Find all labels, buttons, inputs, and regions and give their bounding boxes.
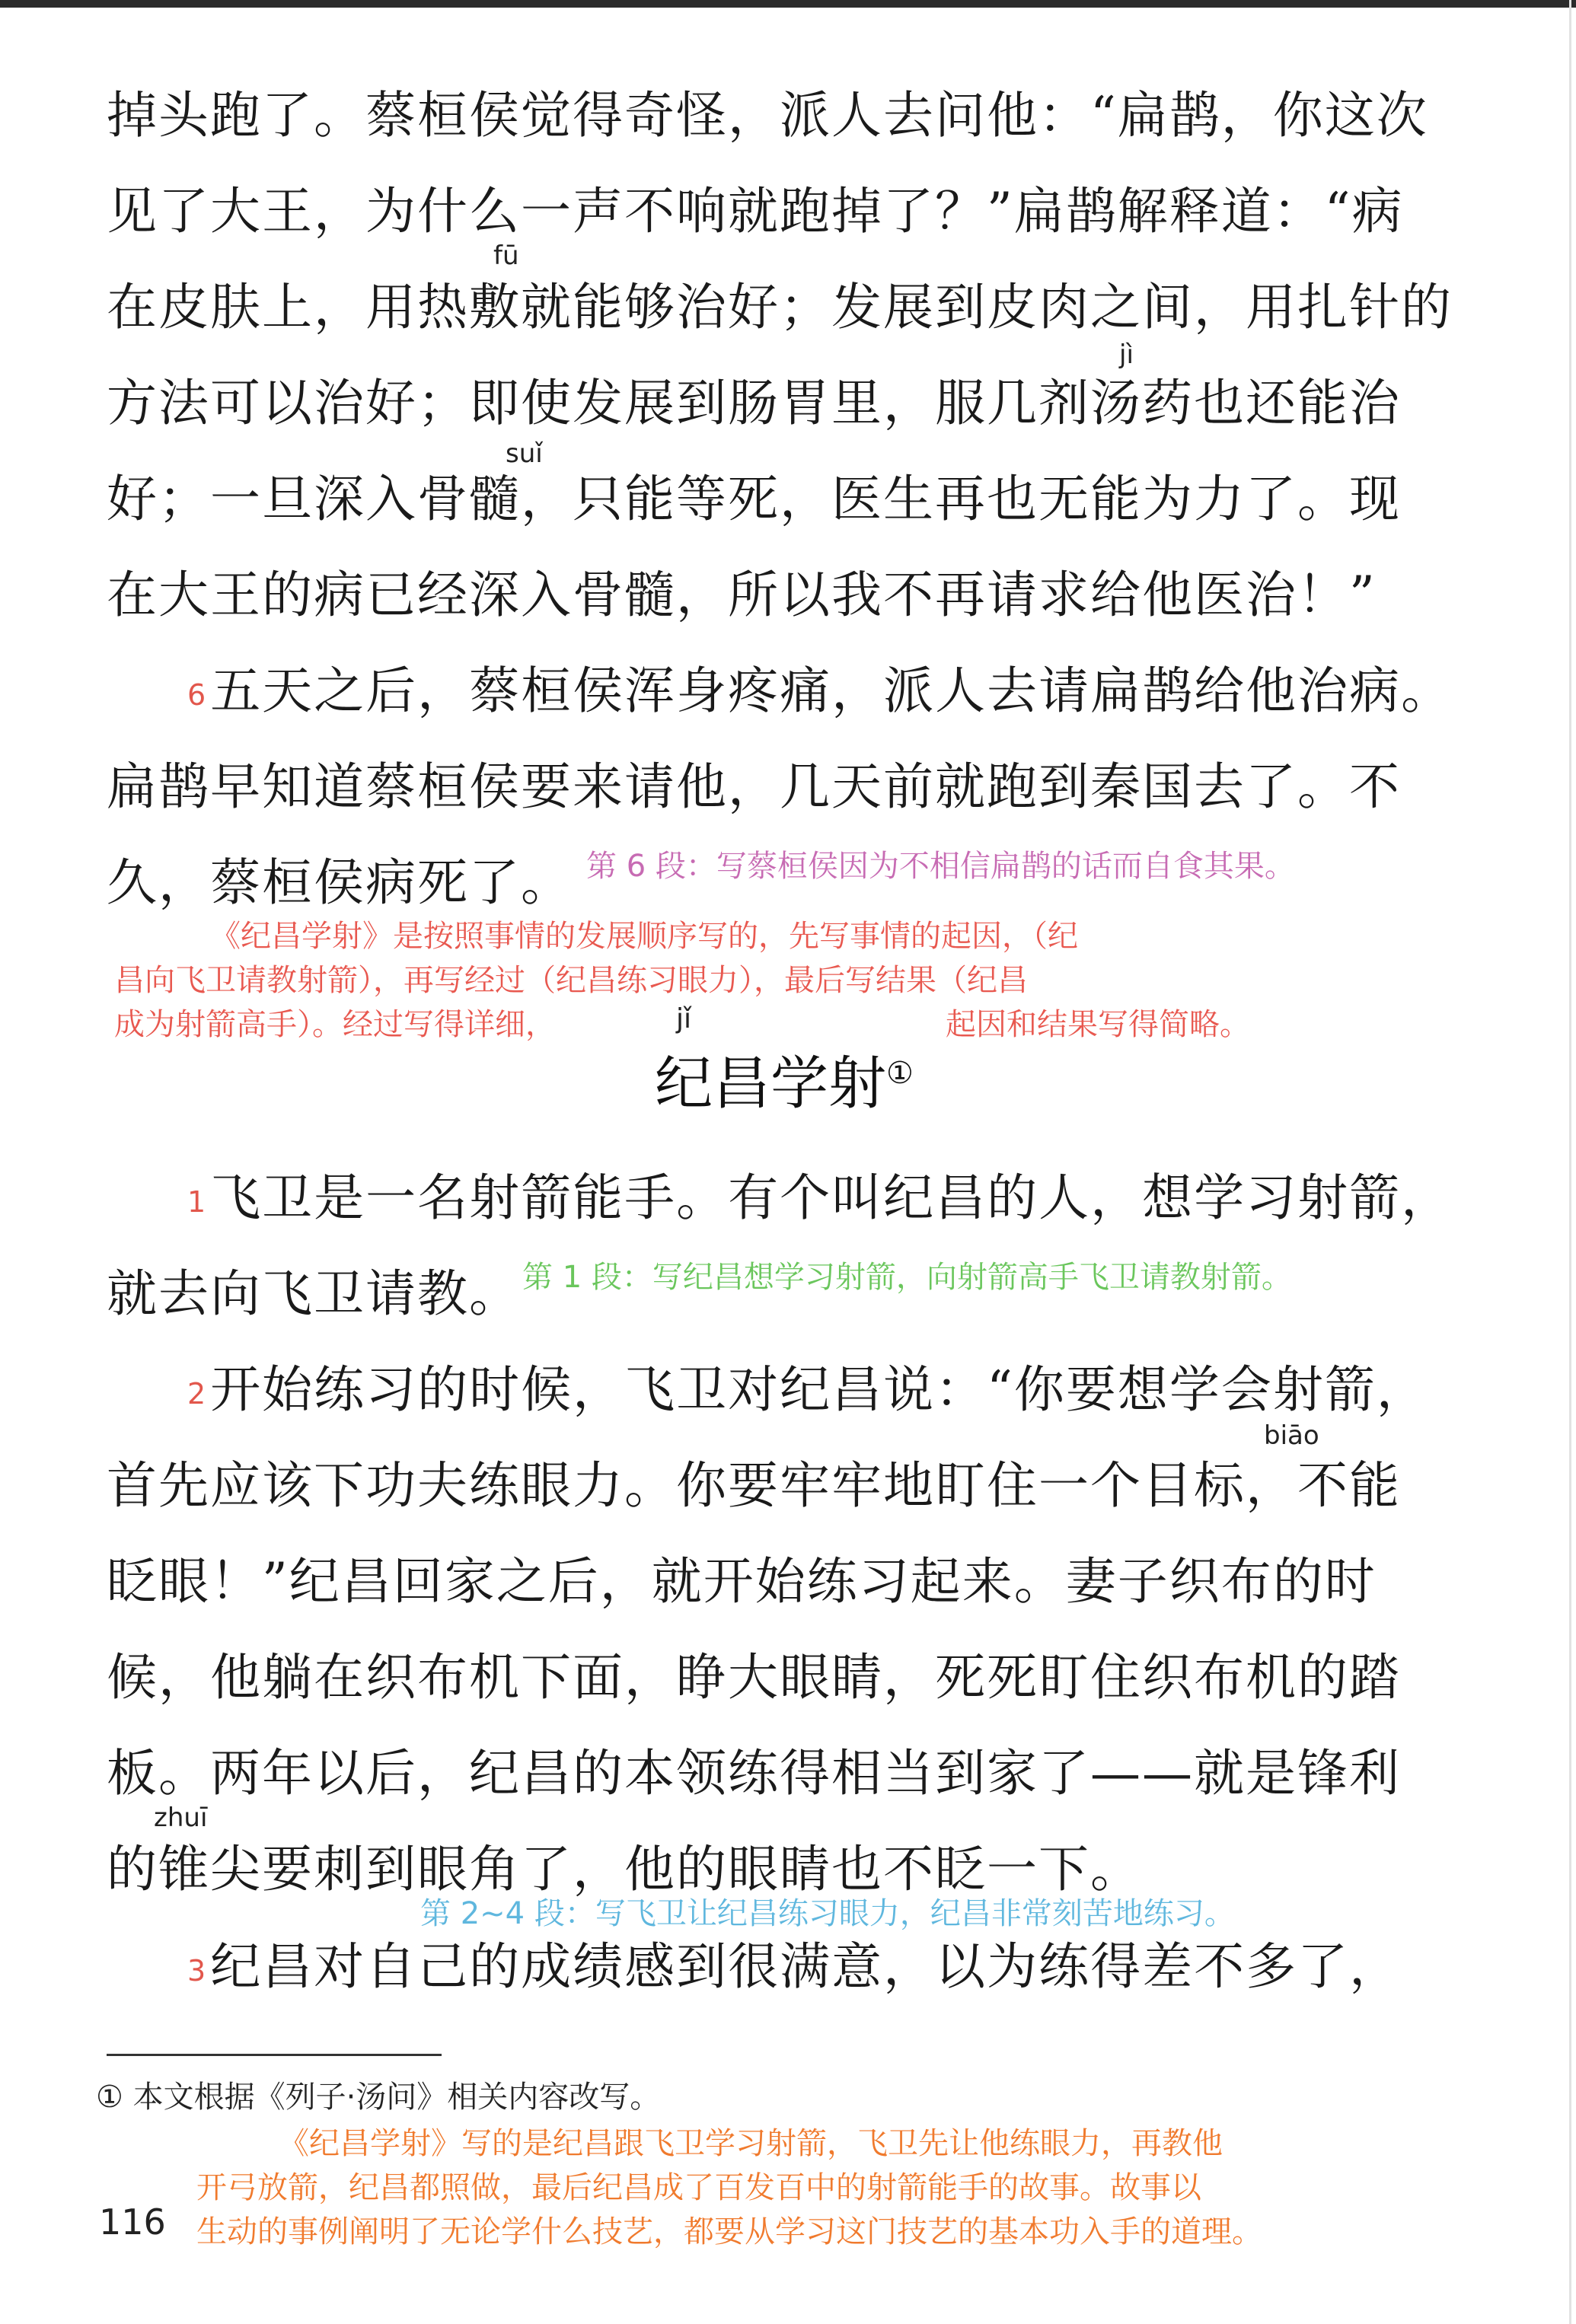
title-pinyin: jǐ [676, 1003, 692, 1034]
text-line: 候，他躺在织布机下面，睁大眼睛，死死盯住织布机的踏 [107, 1648, 1401, 1707]
text-line: 的锥尖要刺到眼角了，他的眼睛也不眨一下。 [107, 1840, 1142, 1898]
article-title: 纪昌学射① [655, 1049, 914, 1117]
text-line: 在大王的病已经深入骨髓，所以我不再请求给他医治！” [107, 566, 1377, 624]
paragraph-6-first-line: 6五天之后，蔡桓侯浑身疼痛，派人去请扁鹊给他治病。 [187, 661, 1453, 720]
text-line: 板。两年以后，纪昌的本领练得相当到家了——就是锋利 [107, 1744, 1401, 1803]
text-line: 好；一旦深入骨髓，只能等死，医生再也无能为力了。现 [107, 470, 1401, 528]
paragraph-number: 3 [187, 1954, 208, 1988]
pinyin-sui: suǐ [506, 438, 543, 469]
text-line: 掉头跑了。蔡桓侯觉得奇怪，派人去问他：“扁鹊，你这次 [107, 86, 1428, 145]
structure-note-line: 昌向飞卫请教射箭），再写经过（纪昌练习眼力），最后写结果（纪昌 [114, 963, 1028, 998]
paragraph-number: 2 [187, 1377, 208, 1411]
pinyin-fu: fū [493, 241, 519, 271]
structure-note-line: 《纪昌学射》是按照事情的发展顺序写的，先写事情的起因，（纪 [210, 919, 1078, 954]
footnote-mark: ① [886, 1056, 914, 1091]
text-line: 首先应该下功夫练眼力。你要牢牢地盯住一个目标，不能 [107, 1456, 1401, 1515]
annotation-paragraph-2-4: 第 2~4 段：写飞卫让纪昌练习眼力，纪昌非常刻苦地练习。 [420, 1896, 1235, 1931]
summary-note-line: 《纪昌学射》写的是纪昌跟飞卫学习射箭，飞卫先让他练眼力，再教他 [279, 2126, 1223, 2161]
text-line: 久，蔡桓侯病死了。 [107, 853, 573, 912]
footnote-divider [107, 2054, 442, 2056]
paragraph-number: 1 [187, 1185, 208, 1219]
footnote: ① 本文根据《列子·汤问》相关内容改写。 [96, 2080, 661, 2115]
text-line: 眨眼！”纪昌回家之后，就开始练习起来。妻子织布的时 [107, 1552, 1377, 1611]
paragraph-1-first-line: 1飞卫是一名射箭能手。有个叫纪昌的人，想学习射箭， [187, 1168, 1453, 1227]
annotation-paragraph-1: 第 1 段：写纪昌想学习射箭，向射箭高手飞卫请教射箭。 [522, 1260, 1292, 1295]
pinyin-zhui: zhuī [154, 1803, 208, 1833]
paragraph-number: 6 [187, 678, 208, 712]
summary-note-line: 开弓放箭，纪昌都照做，最后纪昌成了百发百中的射箭能手的故事。故事以 [196, 2170, 1201, 2205]
annotation-paragraph-6: 第 6 段：写蔡桓侯因为不相信扁鹊的话而自食其果。 [586, 849, 1295, 884]
summary-note-line: 生动的事例阐明了无论学什么技艺，都要从学习这门技艺的基本功入手的道理。 [196, 2214, 1262, 2249]
text-line: 方法可以治好；即使发展到肠胃里，服几剂汤药也还能治 [107, 374, 1401, 432]
page-number: 116 [99, 2201, 166, 2243]
top-border [0, 0, 1576, 8]
structure-note-line: 起因和结果写得简略。 [946, 1007, 1250, 1042]
paragraph-2-first-line: 2开始练习的时候，飞卫对纪昌说：“你要想学会射箭， [187, 1360, 1428, 1419]
paragraph-3-first-line: 3纪昌对自己的成绩感到很满意，以为练得差不多了， [187, 1937, 1402, 1996]
text-line: 在皮肤上，用热敷就能够治好；发展到皮肉之间，用扎针的 [107, 278, 1453, 336]
text-line: 见了大王，为什么一声不响就跑掉了？”扁鹊解释道：“病 [107, 182, 1404, 241]
text-line: 扁鹊早知道蔡桓侯要来请他，几天前就跑到秦国去了。不 [107, 757, 1401, 816]
pinyin-biao: biāo [1264, 1420, 1319, 1451]
structure-note-line: 成为射箭高手）。经过写得详细， [114, 1007, 556, 1042]
pinyin-ji: jì [1119, 340, 1134, 370]
text-line: 就去向飞卫请教。 [107, 1264, 521, 1323]
